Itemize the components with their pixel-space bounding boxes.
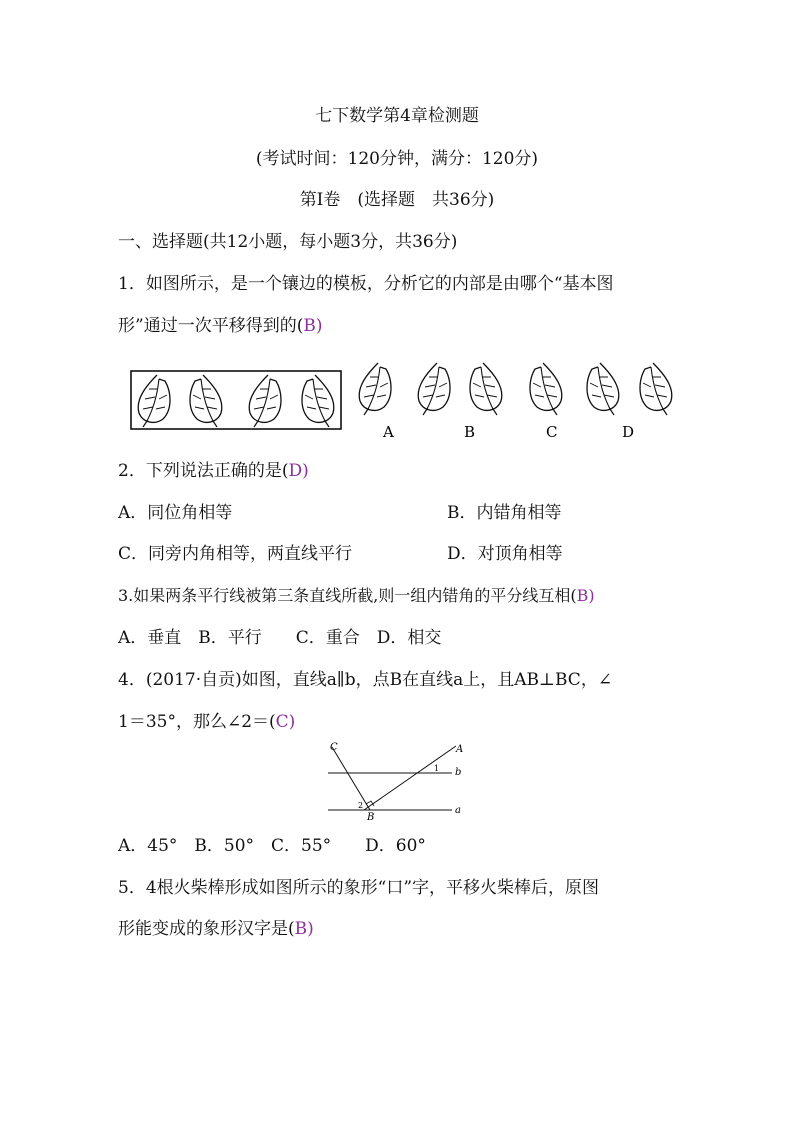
q4-options: A．45° B．50° C．55° D．60° bbox=[118, 836, 426, 856]
page-title: 七下数学第4章检测题 bbox=[315, 106, 479, 126]
option-label-a: A bbox=[383, 423, 394, 441]
label-angle-2: 2 bbox=[358, 801, 364, 810]
option-c-leaf bbox=[530, 363, 562, 415]
template-leaf-4 bbox=[302, 375, 334, 427]
label-b-line: b bbox=[455, 767, 462, 778]
option-b-leaf-1 bbox=[418, 363, 450, 415]
q4-line1: 4．(2017·自贡)如图，直线a∥b，点B在直线a上，且AB⊥BC，∠ bbox=[118, 670, 613, 690]
q5-answer: B bbox=[294, 919, 308, 939]
q2-option-d: D．对顶角相等 bbox=[447, 544, 563, 564]
q2-answer: D bbox=[288, 461, 303, 481]
q3-options: A．垂直 B．平行 C．重合 D．相交 bbox=[118, 628, 442, 648]
template-leaf-3 bbox=[249, 375, 281, 427]
q1-leaf-figure bbox=[125, 357, 685, 447]
segment-bc bbox=[332, 747, 370, 810]
exam-info: (考试时间：120分钟，满分：120分) bbox=[255, 149, 539, 169]
q3-answer: B bbox=[576, 586, 589, 605]
q4-geometry-figure bbox=[322, 740, 472, 825]
option-b-leaf-2 bbox=[470, 363, 502, 415]
template-leaf-1 bbox=[138, 375, 170, 427]
q4-line2: 1＝35°，那么∠2＝(C) bbox=[118, 712, 296, 732]
template-leaf-2 bbox=[190, 375, 222, 427]
segment-ba bbox=[364, 746, 456, 810]
q5-line1: 5．4根火柴棒形成如图所示的象形“口”字，平移火柴棒后，原图 bbox=[118, 878, 600, 898]
q1-line1: 1．如图所示，是一个镶边的模板，分析它的内部是由哪个“基本图 bbox=[118, 274, 614, 294]
option-d-leaf-2 bbox=[640, 363, 672, 415]
option-label-b: B bbox=[464, 423, 476, 441]
label-c: C bbox=[330, 742, 338, 753]
q2-stem: 2．下列说法正确的是(D) bbox=[118, 461, 309, 481]
q1-answer: B bbox=[303, 316, 316, 336]
option-label-d: D bbox=[622, 423, 635, 441]
q4-answer: C bbox=[275, 712, 289, 732]
part-heading: 第Ⅰ卷 (选择题 共36分) bbox=[299, 190, 495, 210]
q2-option-a: A．同位角相等 bbox=[118, 503, 233, 523]
label-angle-1: 1 bbox=[434, 764, 440, 773]
label-a-point: A bbox=[456, 744, 464, 755]
q1-line2: 形”通过一次平移得到的(B) bbox=[118, 316, 323, 336]
q2-option-c: C．同旁内角相等，两直线平行 bbox=[118, 544, 353, 564]
label-b-point: B bbox=[367, 812, 375, 823]
q2-option-b: B．内错角相等 bbox=[447, 503, 562, 523]
section-heading: 一、选择题(共12小题，每小题3分，共36分) bbox=[118, 232, 458, 252]
option-d-leaf-1 bbox=[587, 363, 619, 415]
option-a-leaf bbox=[359, 363, 391, 415]
label-a-line: a bbox=[455, 805, 461, 816]
q3-stem: 3.如果两条平行线被第三条直线所截,则一组内错角的平分线互相(B) bbox=[118, 586, 595, 605]
option-label-c: C bbox=[546, 423, 558, 441]
q5-line2: 形能变成的象形汉字是(B) bbox=[118, 919, 314, 939]
